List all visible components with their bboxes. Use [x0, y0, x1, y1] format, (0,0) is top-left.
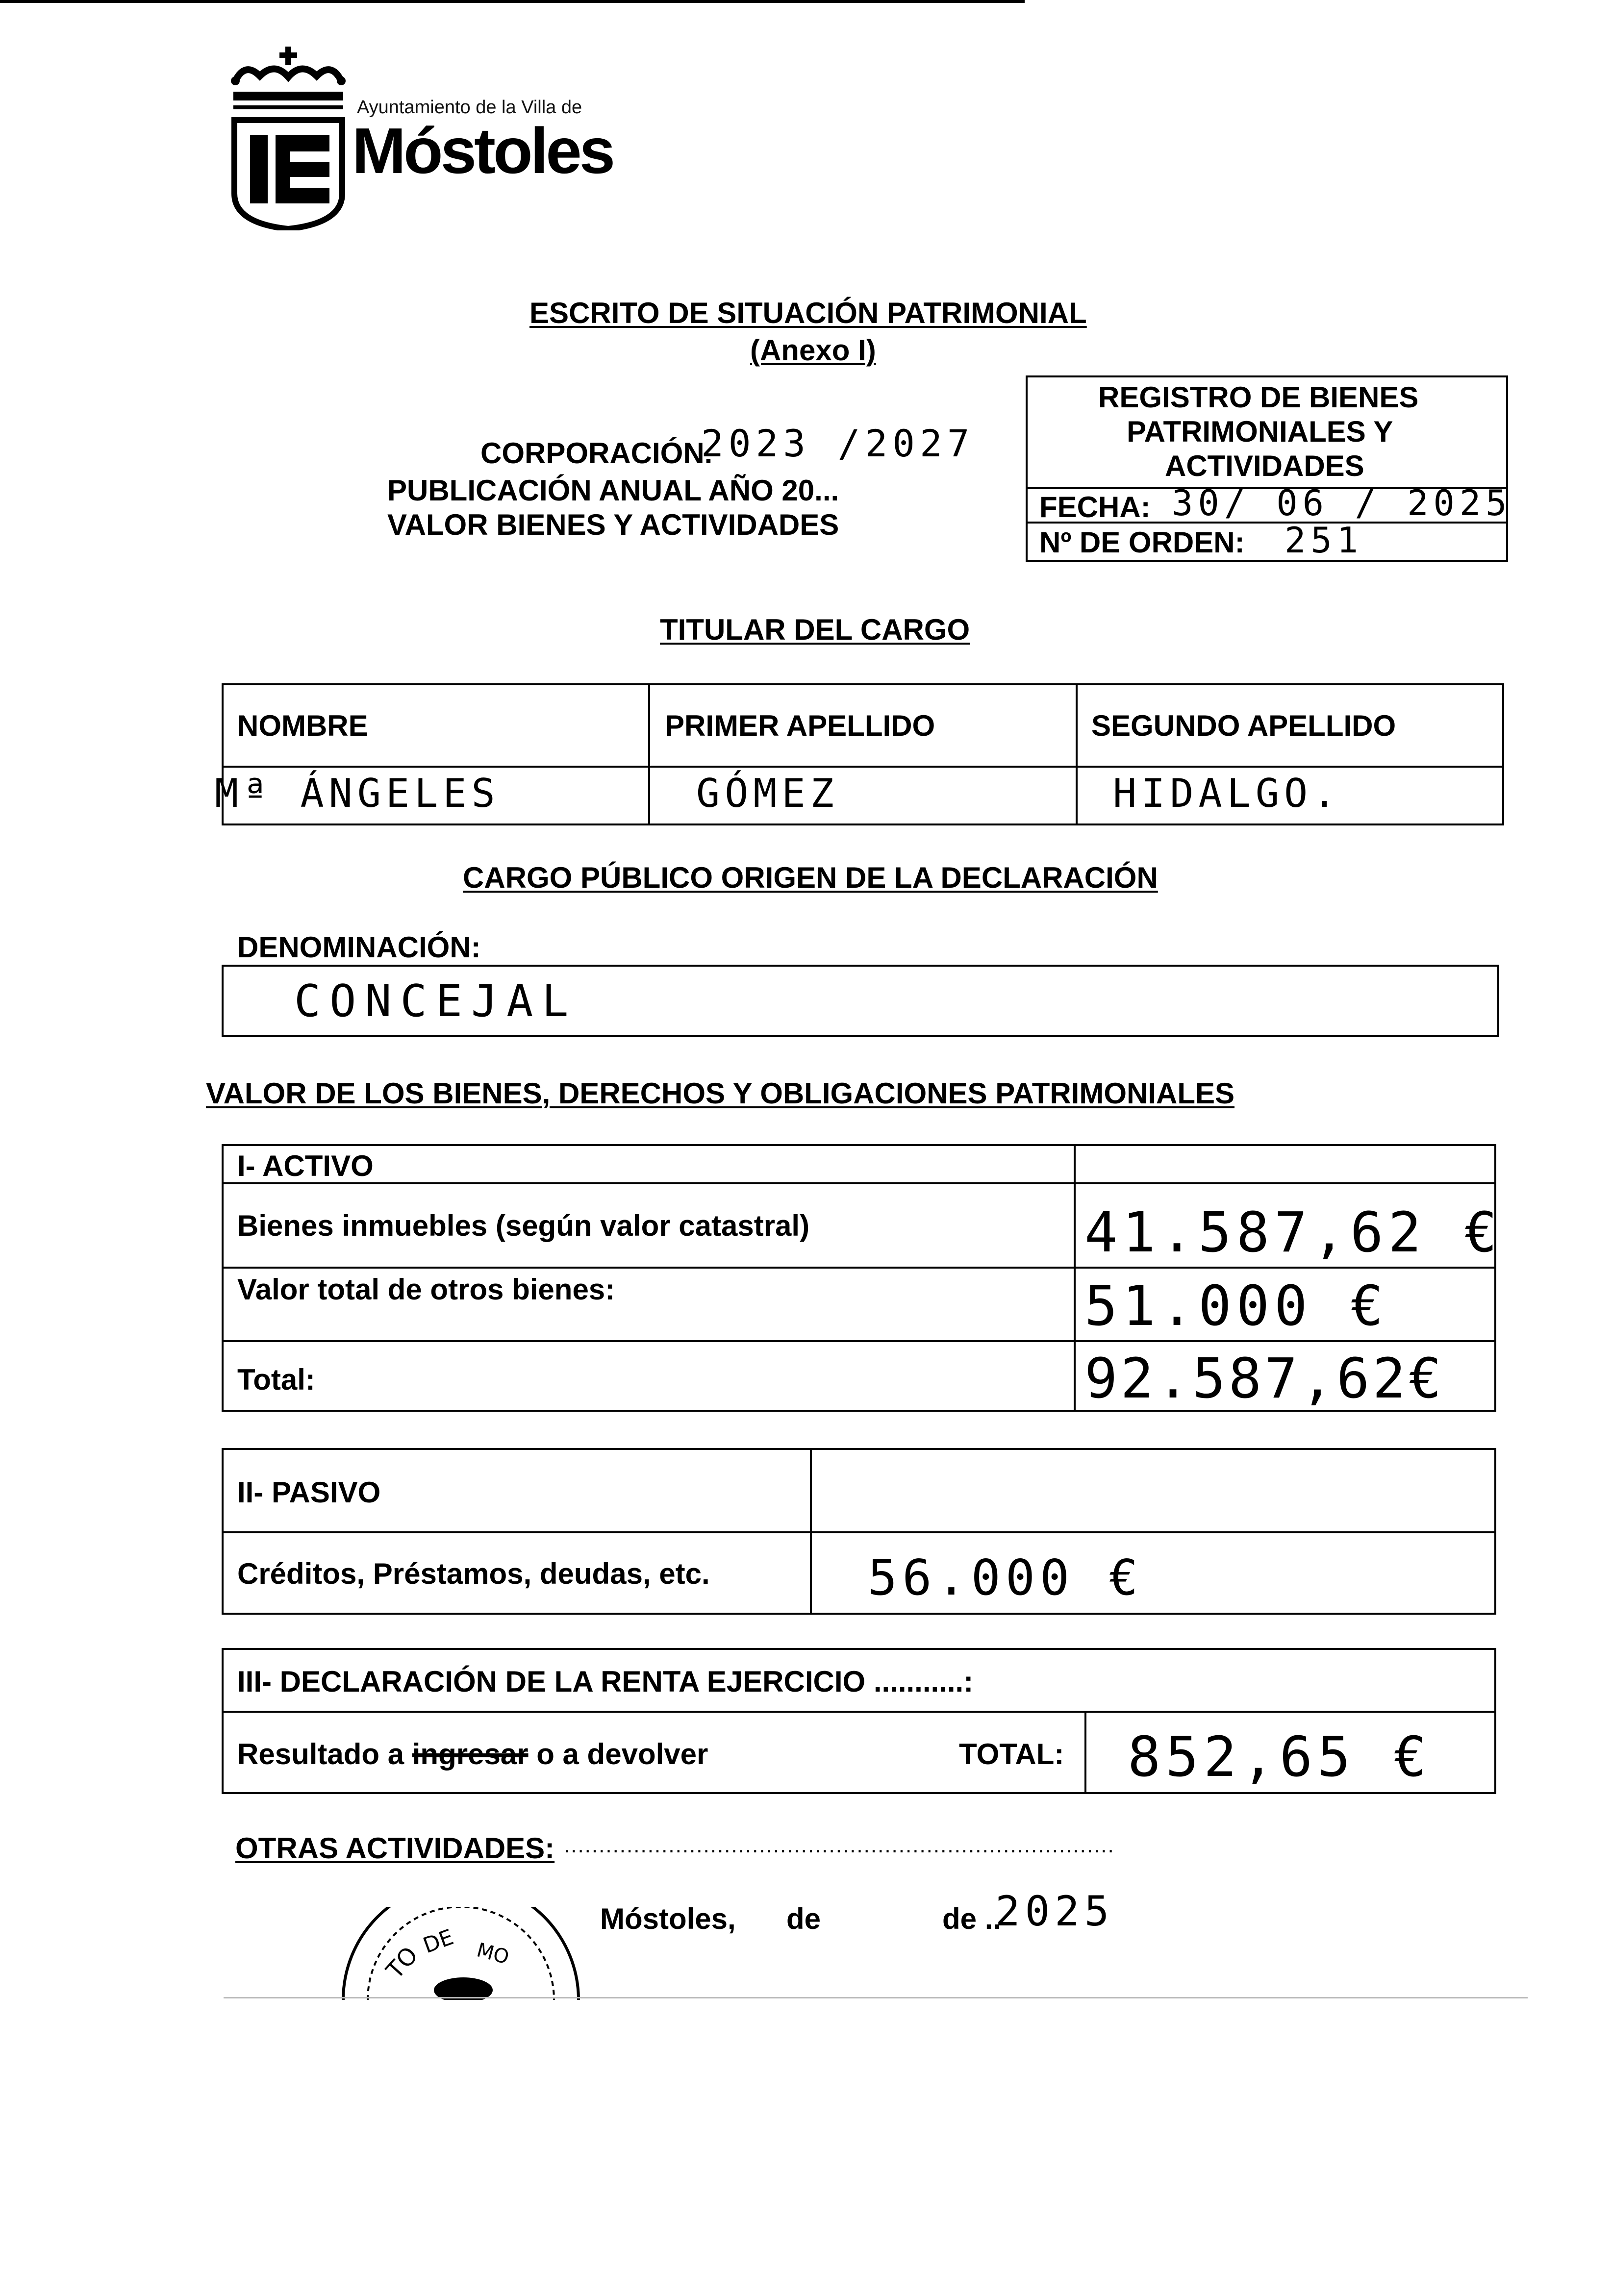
activo-row-divider-2 — [222, 1267, 1496, 1269]
registro-title-line2: PATRIMONIALES Y — [1127, 415, 1393, 448]
registro-fecha-label: FECHA: — [1039, 491, 1151, 524]
corporacion-label: CORPORACIÓN. — [480, 437, 713, 470]
otras-actividades-dots: ............................................................................... — [564, 1833, 1115, 1857]
pasivo-label: II- PASIVO — [237, 1476, 381, 1509]
logo-name: Móstoles — [352, 115, 613, 187]
document-title: ESCRITO DE SITUACIÓN PATRIMONIAL — [529, 297, 1087, 329]
firma-place: Móstoles, — [600, 1902, 736, 1935]
otras-actividades-label: OTRAS ACTIVIDADES: — [235, 1832, 555, 1865]
titular-col-primer-apellido: PRIMER APELLIDO — [665, 709, 935, 742]
publicacion-label: PUBLICACIÓN ANUAL AÑO 20... — [387, 474, 839, 507]
valor-heading: VALOR DE LOS BIENES, DERECHOS Y OBLIGACIONES PATRIMONIALES — [206, 1077, 1235, 1110]
corporacion-value: 2023 /2027 — [701, 422, 975, 465]
svg-text:MO: MO — [474, 1939, 512, 1969]
document-subtitle: (Anexo I) — [750, 334, 876, 367]
titular-nombre-value: Mª ÁNGELES — [215, 771, 500, 816]
activo-row-divider-1 — [222, 1182, 1496, 1184]
inmuebles-label: Bienes inmuebles (según valor catastral) — [237, 1209, 810, 1242]
activo-total-label: Total: — [237, 1363, 315, 1396]
activo-label: I- ACTIVO — [237, 1149, 374, 1182]
renta-total-value: 852,65 € — [1128, 1725, 1432, 1789]
resultado-suffix: o a devolver — [528, 1738, 708, 1771]
titular-segundo-apellido-value: HIDALGO. — [1113, 771, 1341, 816]
registro-title-line3: ACTIVIDADES — [1165, 449, 1364, 482]
denominacion-label: DENOMINACIÓN: — [237, 931, 481, 964]
denominacion-value: CONCEJAL — [294, 975, 578, 1027]
inmuebles-value: 41.587,62 € — [1084, 1201, 1502, 1265]
titular-col-divider-2 — [1076, 683, 1078, 825]
registro-title-line1: REGISTRO DE BIENES — [1098, 381, 1419, 414]
renta-row-divider — [222, 1711, 1496, 1713]
resultado-struck-word: ingresar — [412, 1738, 529, 1771]
renta-resultado-label — [237, 1737, 708, 1771]
activo-total-value: 92.587,62€ — [1084, 1347, 1445, 1411]
renta-total-label: TOTAL: — [959, 1738, 1064, 1771]
titular-col-segundo-apellido: SEGUNDO APELLIDO — [1091, 709, 1396, 742]
scan-bottom-line — [224, 1997, 1528, 1998]
cargo-heading: CARGO PÚBLICO ORIGEN DE LA DECLARACIÓN — [463, 861, 1158, 894]
scan-top-edge — [0, 0, 1025, 3]
valor-bienes-label: VALOR BIENES Y ACTIVIDADES — [387, 508, 839, 541]
svg-text:DE: DE — [420, 1924, 457, 1959]
otros-bienes-label: Valor total de otros bienes: — [237, 1273, 615, 1306]
renta-col-divider — [1084, 1711, 1086, 1794]
firma-de-1: de — [786, 1902, 821, 1935]
mostoles-coat-of-arms-logo — [230, 47, 358, 230]
official-stamp — [324, 1907, 598, 2000]
registro-fecha-value: 30/ 06 / 2025 — [1172, 482, 1512, 524]
titular-heading: TITULAR DEL CARGO — [660, 613, 970, 646]
registro-orden-value: 251 — [1285, 520, 1363, 561]
creditos-label: Créditos, Préstamos, deudas, etc. — [237, 1557, 710, 1590]
renta-heading: III- DECLARACIÓN DE LA RENTA EJERCICIO ...........: — [237, 1665, 974, 1698]
titular-col-nombre: NOMBRE — [237, 709, 368, 742]
firma-de-2: de .. — [942, 1902, 1002, 1935]
otros-bienes-value: 51.000 € — [1084, 1274, 1388, 1338]
svg-text:TO: TO — [381, 1941, 424, 1985]
titular-primer-apellido-value: GÓMEZ — [696, 771, 839, 816]
registro-orden-label: Nº DE ORDEN: — [1039, 526, 1245, 559]
creditos-value: 56.000 € — [868, 1549, 1143, 1606]
resultado-prefix: Resultado a — [237, 1738, 412, 1771]
activo-row-divider-3 — [222, 1340, 1496, 1342]
pasivo-row-divider — [222, 1531, 1496, 1533]
logo-small-text: Ayuntamiento de la Villa de — [357, 97, 582, 118]
titular-row-divider — [222, 766, 1504, 768]
firma-year: 2025 — [995, 1887, 1114, 1935]
titular-col-divider-1 — [648, 683, 650, 825]
